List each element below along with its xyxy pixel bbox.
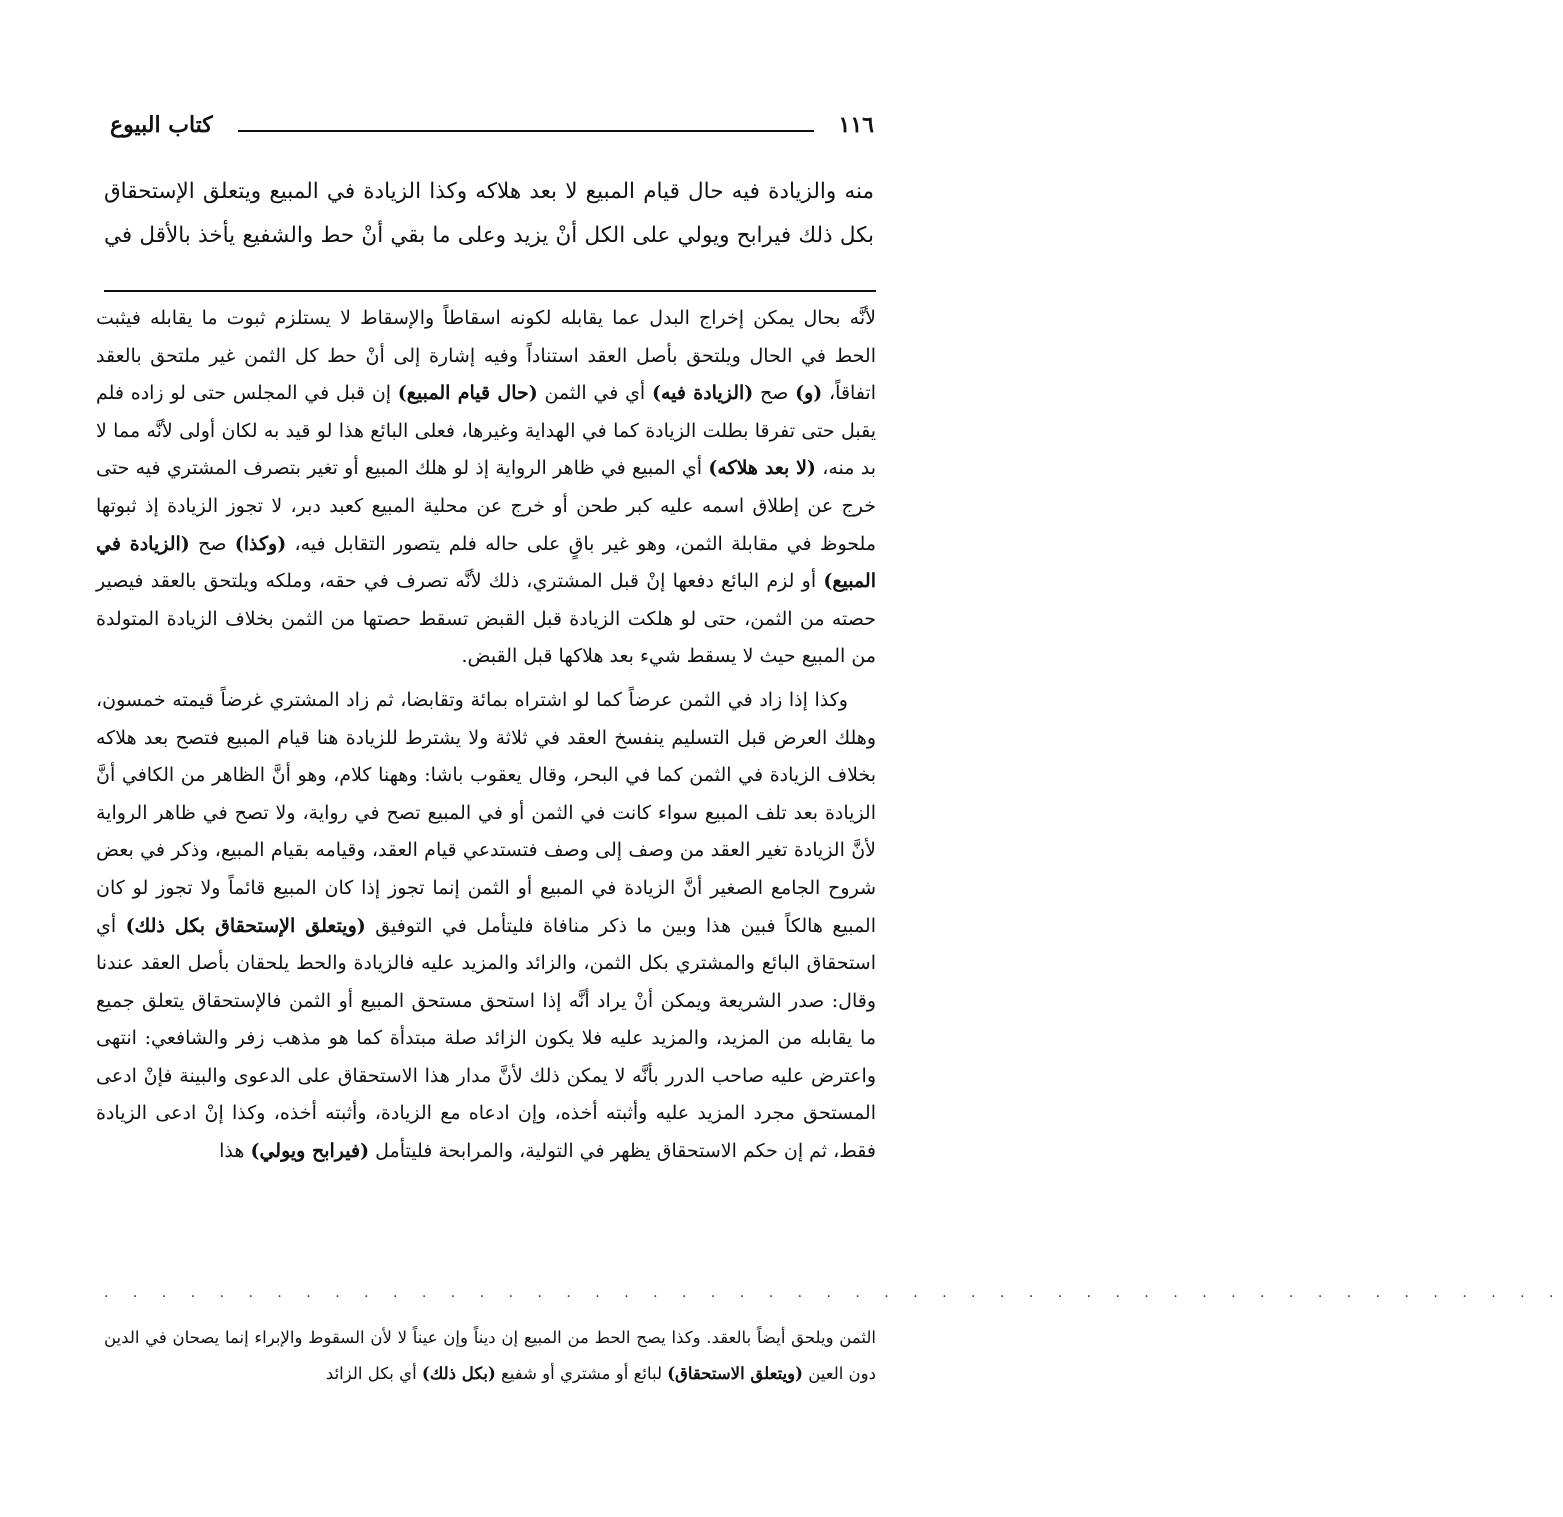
text-run: الثمن ويلحق أيضاً بالعقد. وكذا يصح الحط من المبيع إن ديناً وإن عيناً لا لأن السقوط والإبراء إنما يصحان في الدين دون العين: [104, 1328, 876, 1383]
text-run: هذا: [219, 1140, 251, 1163]
commentary-paragraph-2: [96, 682, 876, 1171]
text-run: وكذا إذا زاد في الثمن عرضاً كما لو اشتراه بمائة وتقابضا، ثم زاد المشتري غرضاً قيمته خمسون، وهلك العرض قبل التسليم ينفسخ العقد في ثلاثة ولا يشترط للزيادة هنا قيام المبيع فتصح بعد هلاكه بخلاف الزيادة في الثمن كما في البحر، وقال يعقوب باشا: وههنا كلام، وهو أنَّ الظاهر من الكافي أنَّ الزيادة بعد تلف المبيع سواء كانت في الثمن أو في المبيع تصح في رواية، ولا تصح في ظاهر الرواية لأنَّ الزيادة تغير العقد من وصف إلى وصف فتستدعي قيام العقد، وقيامه بقيام المبيع، وذكر في بعض شروح الجامع الصغير أنَّ الزيادة في المبيع أو الثمن إنما تجوز إذا كان المبيع قائماً ولا تجوز لو كان المبيع هالكاً فبين هذا وبين ما ذكر منافاة فليتأمل في التوفيق: [96, 688, 876, 937]
text-run: لبائع أو مشتري أو شفيع: [495, 1364, 668, 1383]
page-number: ١١٦: [838, 112, 874, 138]
quoted-matn: (ويتعلق الإستحقاق بكل ذلك): [125, 914, 366, 937]
text-run: صح: [753, 382, 796, 405]
running-title: كتاب البيوع: [110, 112, 213, 138]
quoted-matn: (لا بعد هلاكه): [708, 457, 816, 480]
dotted-separator: . . . . . . . . . . . . . . . . . . . . . . . . . . . . . . . . . . . . . . . . . . . . . . . . . . .: [104, 1285, 1563, 1301]
quoted-matn: (بكل ذلك): [421, 1364, 496, 1383]
footnote-paragraph: [104, 1320, 876, 1392]
text-run: إن قبل في المجلس حتى لو زاده فلم يقبل حتى تفرقا بطلت الزيادة كما في الهداية وغيرها، فعلى البائع هذا لو قيد به لكان أولى لأنَّه مما لا بد منه،: [96, 382, 876, 480]
text-run: أي المبيع في ظاهر الرواية إذ لو هلك المبيع أو تغير بتصرف المشتري فيه حتى خرج عن إطلاق اسمه عليه كبر طحن أو خرج عن محلية المبيع كعبد دبر، لا تجوز الزيادة إذ ثبوتها ملحوظ في مقابلة الثمن، وهو غير باقٍ على حاله فلم يتصور التقابل فيه،: [96, 457, 876, 555]
text-run: أي استحقاق البائع والمشتري بكل الثمن، والزائد والمزيد عليه فالزيادة والحط يلحقان بأصل العقد عندنا وقال: صدر الشريعة ويمكن أنْ يراد أنَّه إذا استحق مستحق المبيع أو الثمن فالإستحقاق يتعلق جميع ما يقابله من المزيد، والمزيد عليه فلا يكون الزائد صلة مبتدأة كما هو مذهب زفر والشافعي: انتهى واعترض عليه صاحب الدرر بأنَّه لا يمكن ذلك لأنَّ مدار هذا الاستحقاق على الدعوى والبينة فإنْ ادعى المستحق مجرد المزيد عليه وأثبته أخذه، وإن ادعاه مع الزيادة، وأثبته أخذه، وكذا إنْ ادعى الزيادة فقط، ثم إن حكم الاستحقاق يظهر في التولية، والمرابحة فليتأمل: [96, 914, 876, 1163]
quoted-matn: (وكذا): [234, 532, 287, 555]
commentary-paragraph-1: [96, 300, 876, 676]
matn-paragraph: منه والزيادة فيه حال قيام المبيع لا بعد هلاكه وكذا الزيادة في المبيع ويتعلق الإستحقاق بكل ذلك فيرابح ويولي على الكل أنْ يزيد وعلى ما بقي أنْ حط والشفيع يأخذ بالأقل في: [104, 179, 874, 248]
quoted-matn: (و): [795, 382, 823, 405]
header-rule: [238, 130, 814, 132]
quoted-matn: (فيرابح ويولي): [250, 1140, 370, 1163]
text-run: أي في الثمن: [537, 382, 652, 405]
text-run: أي بكل الزائد: [325, 1364, 422, 1383]
quoted-matn: (حال قيام المبيع): [397, 382, 538, 405]
page-header: [110, 112, 874, 148]
quoted-matn: (الزيادة في المبيع): [96, 532, 876, 593]
footnote: [104, 1320, 876, 1392]
matn-divider: [104, 290, 876, 292]
quoted-matn: (ويتعلق الاستحقاق): [667, 1364, 803, 1383]
text-run: أو لزم البائع دفعها إنْ قبل المشتري، ذلك لأنَّه تصرف في حقه، وملكه ويلتحق بالعقد فيصير حصته من الثمن، حتى لو هلكت الزيادة قبل القبض تسقط حصتها من الثمن بخلاف الزيادة المتولدة من المبيع حيث لا يسقط شيء بعد هلاكها قبل القبض.: [96, 570, 876, 668]
matn-text: [104, 170, 874, 258]
text-run: صح: [189, 532, 235, 555]
commentary: [96, 300, 876, 1171]
quoted-matn: (الزيادة فيه): [651, 382, 754, 405]
text-run: لأنَّه بحال يمكن إخراج البدل عما يقابله لكونه اسقاطاً والإسقاط لا يستلزم ثبوت ما يقابله فيثبت الحط في الحال ويلتحق بأصل العقد استناداً وفيه إشارة إلى أنْ حط كل الثمن غير ملتحق بالعقد اتفاقاً،: [96, 307, 876, 405]
